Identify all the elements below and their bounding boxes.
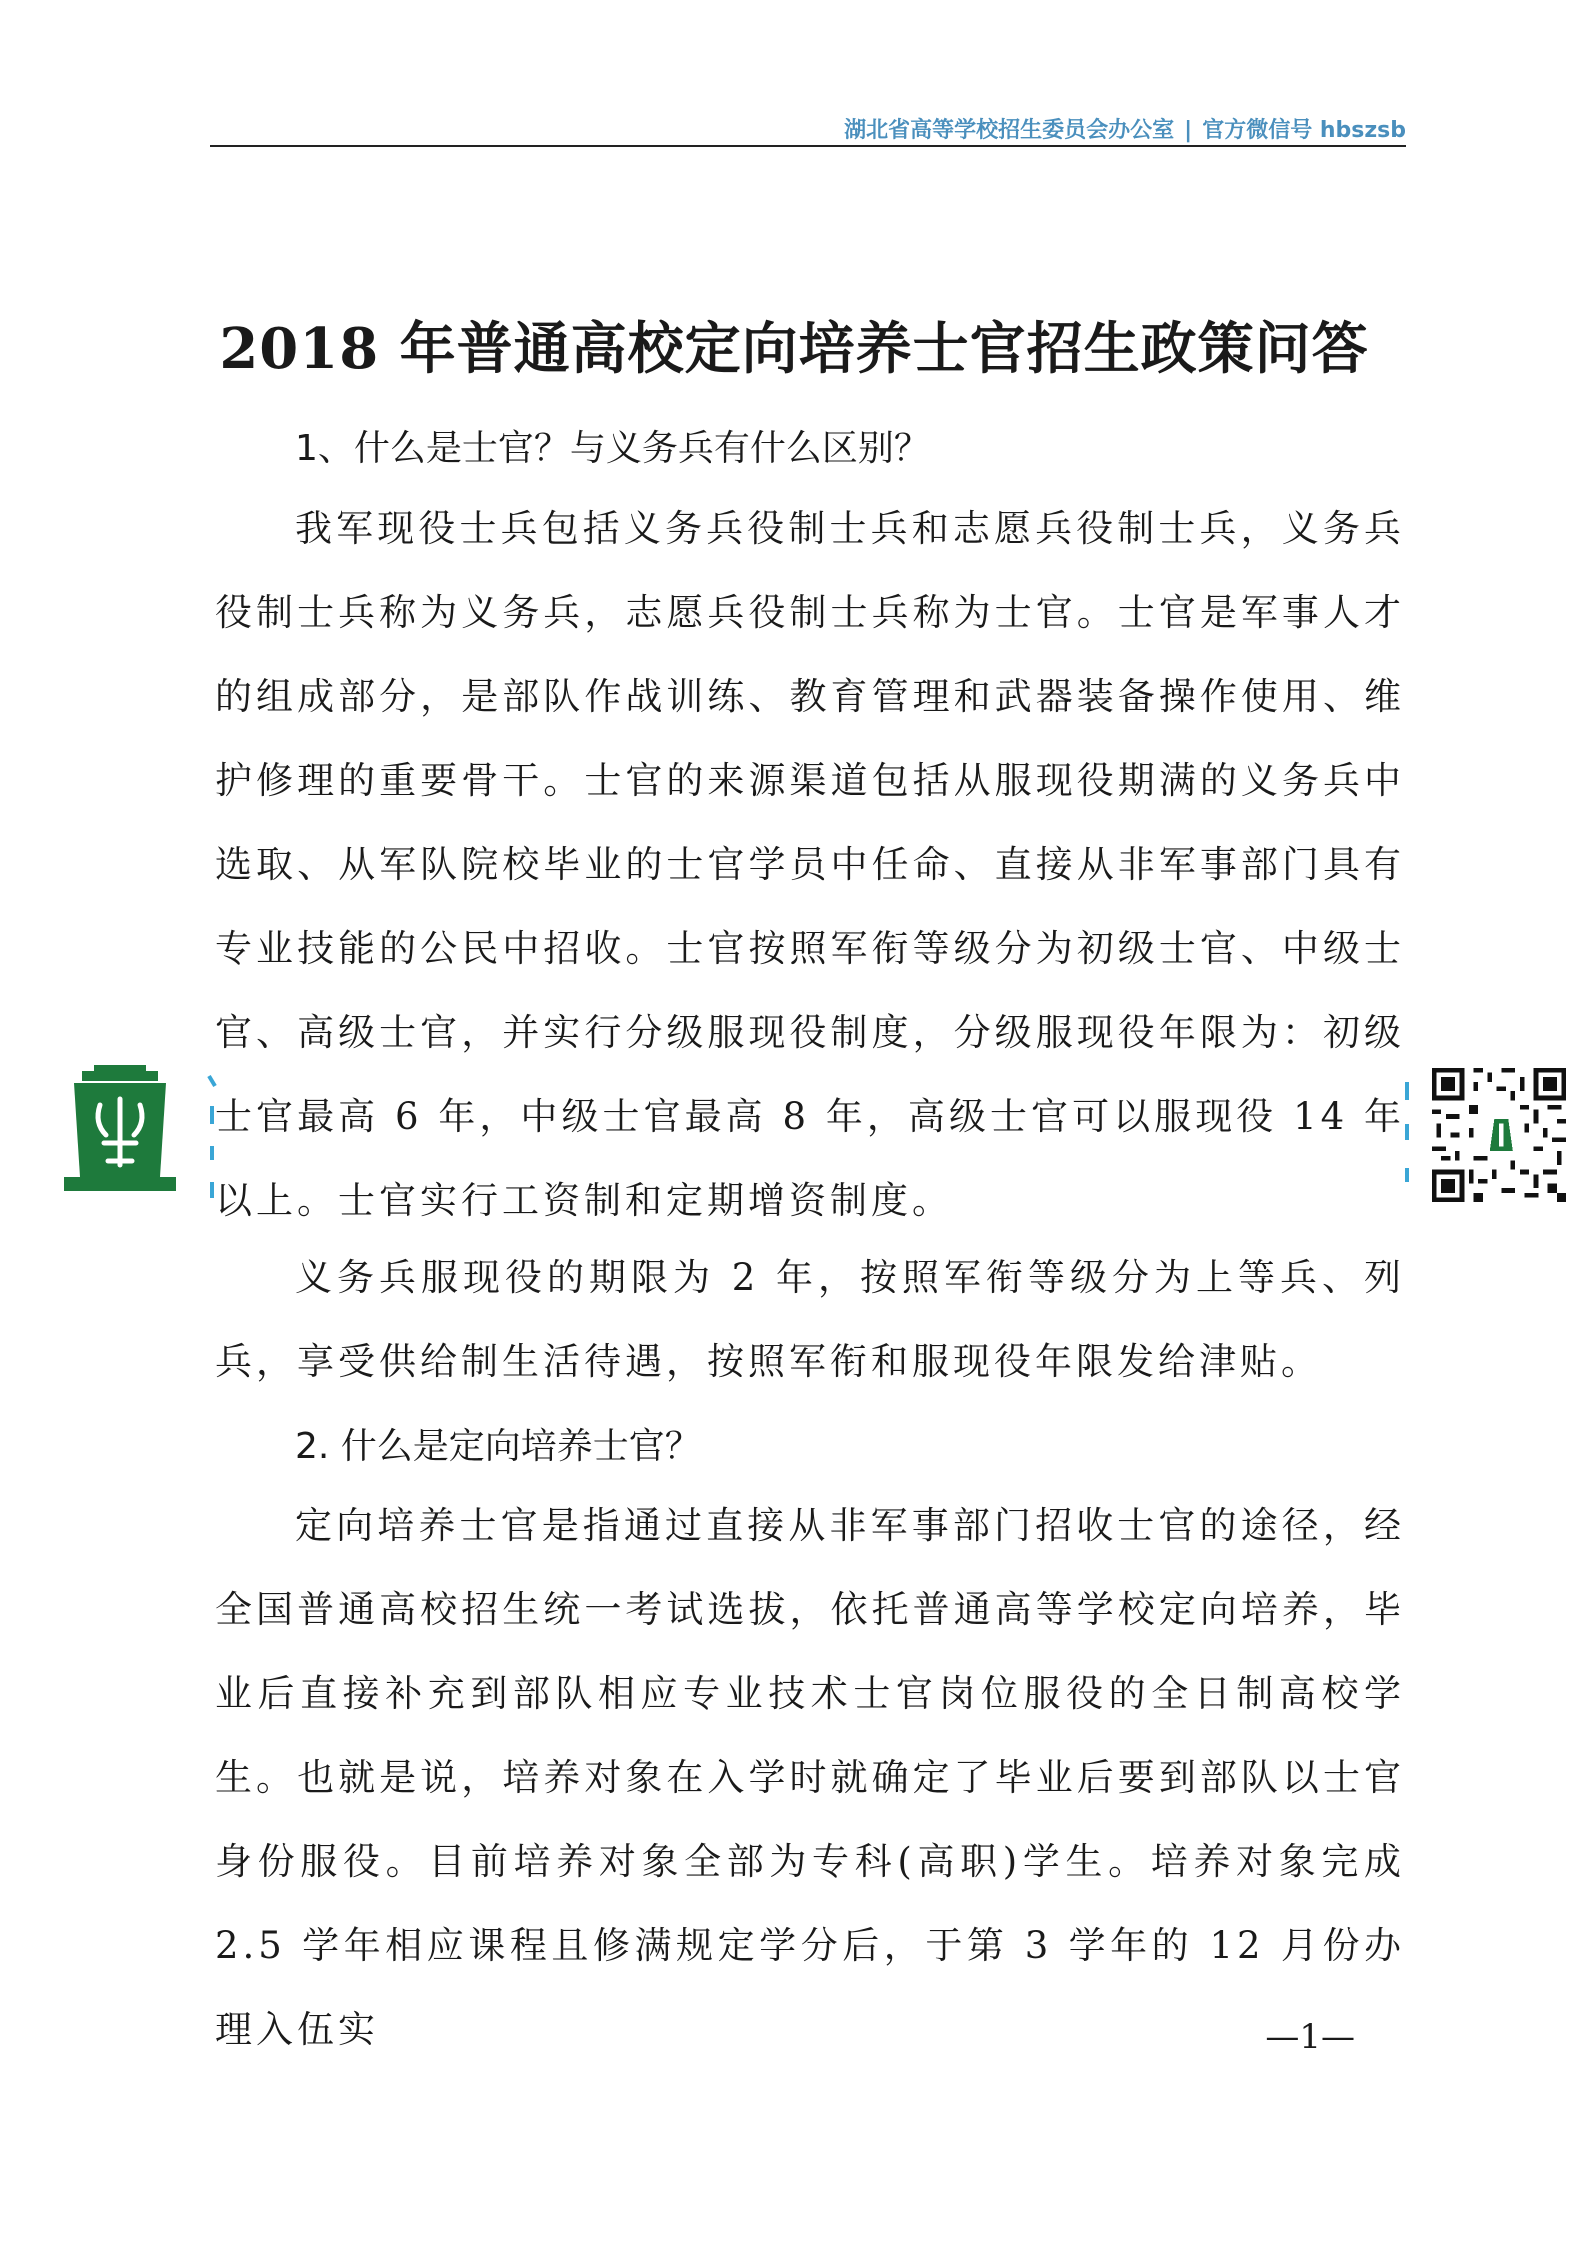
header-rule [210,145,1406,147]
document-title: 2018 年普通高校定向培养士官招生政策问答 [219,316,1369,382]
answer-1-paragraph-1: 我军现役士兵包括义务兵役制士兵和志愿兵役制士兵，义务兵役制士兵称为义务兵，志愿兵役制士兵称为士官。士官是军事人才的组成部分，是部队作战训练、教育管理和武器装备操作使用、维护修理的重要骨干。士官的来源渠道包括从服现役期满的义务兵中选取、从军队院校毕业的士官学员中任命、直接从非军事部门具有专业技能的公民中招收。士官按照军衔等级分为初级士官、中级士官、高级士官，并实行分级服现役制度，分级服现役年限为：初级士官最高 6 年，中级士官最高 8 年，高级士官可以服现役 14 年以上。士官实行工资制和定期增资制度。 [215,507,1405,1222]
decorative-dash-left [205,1072,219,1202]
header-separator: | [1184,118,1193,143]
university-seal-icon [60,1065,180,1195]
header-text [844,113,1406,144]
question-2: 2. 什么是定向培养士官？ [295,1426,701,1467]
header-org: 湖北省高等学校招生委员会办公室 [844,118,1175,143]
answer-2-paragraph-1: 定向培养士官是指通过直接从非军事部门招收士官的途径，经全国普通高校招生统一考试选拔，依托普通高等学校定向培养，毕业后直接补充到部队相应专业技术士官岗位服役的全日制高校学生。也就是说，培养对象在入学时就确定了毕业后要到部队以士官身份服役。目前培养对象全部为专科(高职)学生。培养对象完成 2.5 学年相应课程且修满规定学分后，于第 3 学年的 12 月份办理入伍实 [215,1504,1405,2051]
question-1: 1、什么是士官？与义务兵有什么区别？ [295,428,930,469]
answer-1-paragraph-2: 义务兵服现役的期限为 2 年，按照军衔等级分为上等兵、列兵，享受供给制生活待遇，按照军衔和服现役年限发给津贴。 [215,1256,1405,1383]
qr-code-icon [1430,1068,1568,1202]
page-number: —1— [1265,2017,1355,2057]
header-wechat: 官方微信号 hbszsb [1202,118,1406,143]
decorative-dash-right [1400,1078,1414,1198]
